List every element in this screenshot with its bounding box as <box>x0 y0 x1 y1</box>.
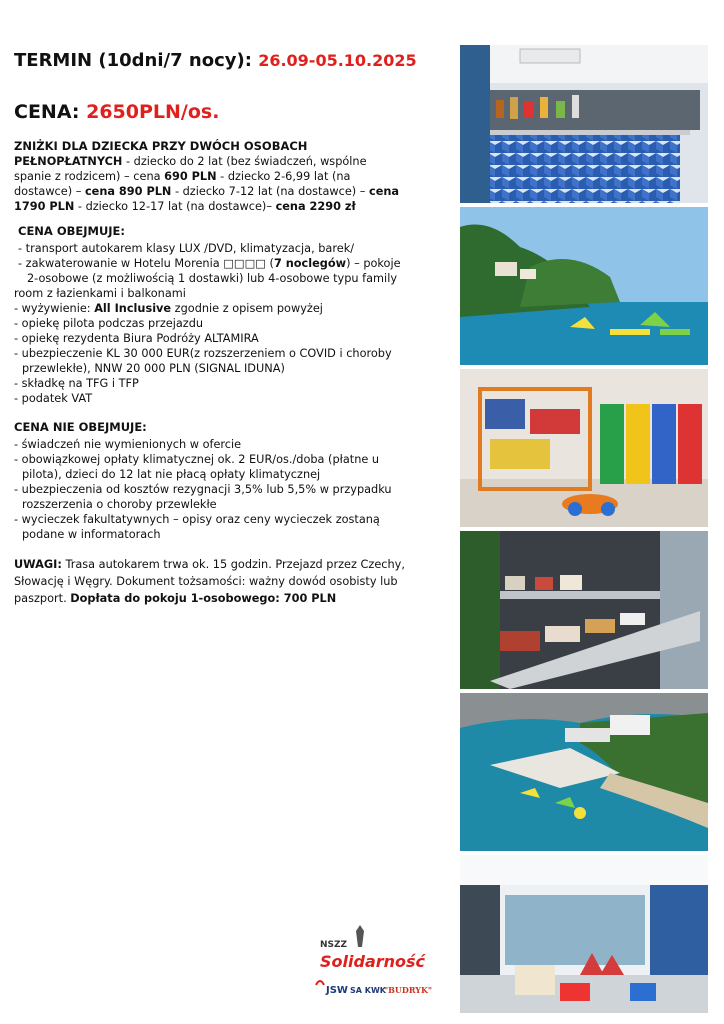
list-item: - ubezpieczenie KL 30 000 EUR(z rozszerzeniem o COVID i choroby <box>14 347 392 360</box>
price-label: CENA: <box>14 101 80 123</box>
term-dates: 26.09-05.10.2025 <box>258 51 417 70</box>
list-item-cont: pilota), dzieci do 12 lat nie płacą opłaty klimatycznej <box>22 468 321 481</box>
list-item: - wycieczek fakultatywnych – opisy oraz ceny wycieczek zostaną <box>14 513 380 526</box>
child-discounts <box>14 139 450 214</box>
restaurant-photo <box>460 855 708 1013</box>
includes-section <box>14 224 450 406</box>
discount-line: spanie z rodzicem) – cena 690 PLN - dziecko 2-6,99 lat (na <box>14 170 351 183</box>
price-line <box>14 101 450 123</box>
hotel-bar-photo <box>460 45 708 203</box>
hotel-aerial-photo <box>460 693 708 851</box>
discounts-heading: ZNIŻKI DLA DZIECKA PRZY DWÓCH OSOBACH <box>14 139 308 153</box>
list-item-cont: room z łazienkami i balkonami <box>14 287 186 300</box>
notes-line: Słowację i Węgry. Dokument tożsamości: ważny dowód osobisty lub <box>14 575 398 588</box>
term-line <box>14 50 450 71</box>
solidarnosc-logo <box>312 925 442 1005</box>
list-item-cont: rozszerzenia o choroby przewlekłe <box>22 498 217 511</box>
price-value: 2650PLN/os. <box>86 101 220 123</box>
list-item: - obowiązkowej opłaty klimatycznej ok. 2 EUR/os./doba (płatne u <box>14 453 380 466</box>
logo-solidarnosc: Solidarność <box>320 952 426 971</box>
kids-playroom-photo <box>460 369 708 527</box>
list-item: - transport autokarem klasy LUX /DVD, klimatyzacja, barek/ <box>18 242 355 255</box>
list-item: - opiekę pilota podczas przejazdu <box>14 317 204 330</box>
logo-budryk: "BUDRYK" <box>384 985 433 995</box>
term-label: TERMIN (10dni/7 nocy): <box>14 50 252 71</box>
sea-waterpark-photo <box>460 207 708 365</box>
list-item: - wyżywienie: All Inclusive zgodnie z opisem powyżej <box>14 302 323 315</box>
logo-kwk: SA KWK <box>350 986 386 995</box>
notes-line: paszport. Dopłata do pokoju 1-osobowego: 700 PLN <box>14 592 337 605</box>
list-item: - podatek VAT <box>14 392 93 405</box>
logo-jsw: JSW <box>326 985 348 996</box>
list-item-cont: podane w informatorach <box>22 528 161 541</box>
list-item: - składkę na TFG i TFP <box>14 377 139 390</box>
excludes-heading: CENA NIE OBEJMUJE: <box>14 420 147 434</box>
discount-line: dostawce) – cena 890 PLN - dziecko 7-12 lat (na dostawce) – cena <box>14 185 400 198</box>
buffet-photo <box>460 531 708 689</box>
logo-nszz: NSZZ <box>320 940 348 950</box>
discount-line: PEŁNOPŁATNYCH - dziecko do 2 lat (bez świadczeń, wspólne <box>14 155 367 168</box>
list-item: - ubezpieczenia od kosztów rezygnacji 3,5% lub 5,5% w przypadku <box>14 483 392 496</box>
photo-column <box>460 45 708 1017</box>
excludes-section <box>14 420 450 542</box>
notes-label: UWAGI: <box>14 558 62 571</box>
list-item: - świadczeń nie wymienionych w ofercie <box>14 438 242 451</box>
notes-line: UWAGI: Trasa autokarem trwa ok. 15 godzin. Przejazd przez Czechy, <box>14 558 405 571</box>
list-item-cont: 2-osobowe (z możliwością 1 dostawki) lub 4-osobowe typu family <box>27 272 398 285</box>
hotel-stars: □□□□ <box>223 257 266 270</box>
offer-text <box>14 50 450 607</box>
notes-section <box>14 556 450 607</box>
includes-heading: CENA OBEJMUJE: <box>18 224 126 238</box>
list-item: - opiekę rezydenta Biura Podróży ALTAMIRA <box>14 332 259 345</box>
list-item-cont: przewlekłe), NNW 20 000 PLN (SIGNAL IDUNA) <box>22 362 285 375</box>
list-item: - zakwaterowanie w Hotelu Morenia □□□□ (7 noclegów) – pokoje <box>18 257 401 270</box>
discount-line: 1790 PLN - dziecko 12-17 lat (na dostawce)– cena 2290 zł <box>14 200 356 213</box>
